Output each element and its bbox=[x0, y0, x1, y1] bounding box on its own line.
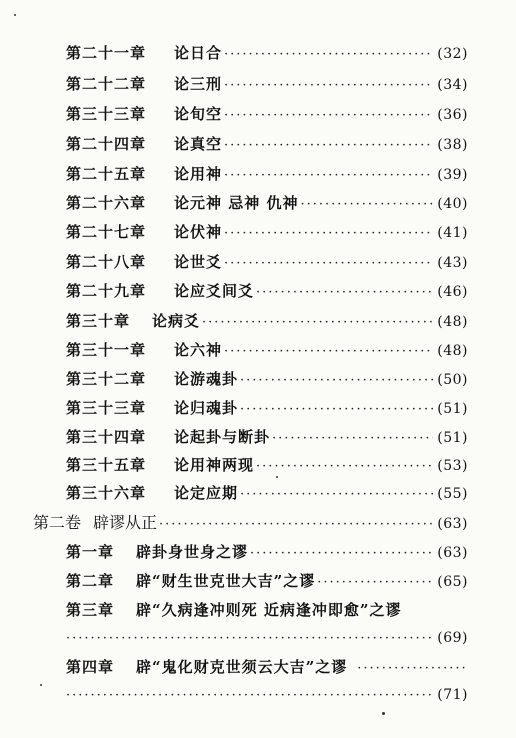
dot-leader bbox=[224, 341, 433, 363]
dot-leader bbox=[224, 105, 433, 127]
toc-entry[interactable] bbox=[66, 192, 468, 214]
chapter-title: 辟“久病逢冲则死 近病逢冲即愈”之谬 bbox=[136, 601, 402, 619]
dot-leader bbox=[224, 75, 433, 97]
chapter-number: 第三十一章 bbox=[66, 341, 147, 359]
chapter-title: 辟卦身世身之谬 bbox=[136, 543, 249, 561]
chapter-number: 第三十三章 bbox=[66, 105, 147, 123]
dot-leader bbox=[224, 165, 433, 187]
page-number: (71) bbox=[437, 687, 468, 703]
page-number: (63) bbox=[437, 545, 468, 561]
chapter-title: 论真空 bbox=[174, 135, 223, 153]
dot-leader bbox=[256, 282, 433, 304]
page-number: (69) bbox=[437, 630, 468, 646]
page-number: (36) bbox=[437, 107, 468, 123]
dot-leader bbox=[240, 399, 433, 421]
toc-entry[interactable] bbox=[66, 454, 468, 476]
chapter-number: 第三十四章 bbox=[66, 428, 147, 446]
chapter-number: 第三十二章 bbox=[66, 370, 147, 388]
chapter-title: 论世爻 bbox=[174, 253, 223, 271]
page-number: (53) bbox=[437, 458, 468, 474]
chapter-number: 第二十九章 bbox=[66, 282, 147, 300]
toc-entry[interactable] bbox=[66, 397, 468, 419]
chapter-title: 论元神 忌神 仇神 bbox=[174, 194, 299, 212]
dot-leader bbox=[256, 456, 433, 478]
chapter-number: 第二十五章 bbox=[66, 165, 147, 183]
toc-entry[interactable] bbox=[66, 541, 468, 563]
chapter-title: 论归魂卦 bbox=[174, 399, 239, 417]
page-number: (63) bbox=[437, 516, 468, 532]
page-number: (43) bbox=[437, 255, 468, 271]
dot-leader bbox=[224, 253, 433, 275]
part-label: 第二卷 bbox=[33, 513, 82, 532]
chapter-number: 第二十二章 bbox=[66, 75, 147, 93]
dot-leader bbox=[250, 543, 433, 565]
page-number: (40) bbox=[437, 196, 468, 212]
toc-entry[interactable] bbox=[66, 310, 468, 332]
dot-leader bbox=[240, 370, 433, 392]
toc-entry[interactable] bbox=[66, 280, 468, 302]
dot-leader bbox=[224, 223, 433, 245]
chapter-number: 第三章 bbox=[66, 601, 115, 619]
page-number: (50) bbox=[437, 372, 468, 388]
dot-leader bbox=[240, 484, 433, 506]
chapter-number: 第四章 bbox=[66, 658, 115, 676]
chapter-number: 第二十六章 bbox=[66, 194, 147, 212]
dot-leader bbox=[224, 135, 433, 157]
page-number: (32) bbox=[437, 46, 468, 62]
chapter-title: 论伏神 bbox=[174, 223, 223, 241]
scan-speck bbox=[40, 684, 42, 686]
toc-entry[interactable] bbox=[66, 339, 468, 361]
toc-entry[interactable] bbox=[66, 251, 468, 273]
dot-leader bbox=[300, 194, 433, 216]
page-number: (51) bbox=[437, 430, 468, 446]
toc-entry[interactable] bbox=[66, 73, 468, 95]
toc-entry-continuation[interactable] bbox=[66, 684, 468, 706]
dot-leader bbox=[272, 428, 433, 450]
chapter-number: 第三十六章 bbox=[66, 484, 147, 502]
chapter-title: 论病爻 bbox=[152, 312, 201, 330]
toc-part-heading[interactable] bbox=[33, 512, 468, 534]
toc-entry[interactable] bbox=[66, 656, 468, 678]
chapter-title: 论用神 bbox=[174, 165, 223, 183]
chapter-number: 第二十四章 bbox=[66, 135, 147, 153]
toc-entry[interactable] bbox=[66, 599, 468, 621]
chapter-number: 第二十一章 bbox=[66, 44, 147, 62]
page-number: (34) bbox=[437, 77, 468, 93]
toc-entry[interactable] bbox=[66, 221, 468, 243]
page-number: (41) bbox=[437, 225, 468, 241]
scan-speck bbox=[382, 712, 385, 715]
dot-leader bbox=[202, 312, 433, 334]
dot-leader bbox=[66, 685, 433, 707]
chapter-title: 论六神 bbox=[174, 341, 223, 359]
dot-leader bbox=[357, 658, 468, 680]
chapter-number: 第三十三章 bbox=[66, 399, 147, 417]
toc-entry-continuation[interactable] bbox=[66, 627, 468, 649]
chapter-number: 第二十七章 bbox=[66, 223, 147, 241]
page-number: (39) bbox=[437, 167, 468, 183]
toc-entry[interactable] bbox=[66, 368, 468, 390]
chapter-title: 辟“鬼化财克世须云大吉”之谬 bbox=[136, 658, 348, 676]
chapter-title: 论游魂卦 bbox=[174, 370, 239, 388]
chapter-number: 第二章 bbox=[66, 572, 115, 590]
page-number: (48) bbox=[437, 314, 468, 330]
page-number: (38) bbox=[437, 137, 468, 153]
chapter-number: 第三十章 bbox=[66, 312, 131, 330]
toc-entry[interactable] bbox=[66, 482, 468, 504]
chapter-title: 论用神两现 bbox=[174, 456, 255, 474]
chapter-title: 论日合 bbox=[174, 44, 223, 62]
dot-leader bbox=[159, 514, 433, 536]
scan-speck bbox=[276, 476, 278, 478]
dot-leader bbox=[224, 44, 433, 66]
toc-entry[interactable] bbox=[66, 163, 468, 185]
chapter-number: 第三十五章 bbox=[66, 456, 147, 474]
toc-entry[interactable] bbox=[66, 133, 468, 155]
toc-entry[interactable] bbox=[66, 42, 468, 64]
toc-entry[interactable] bbox=[66, 570, 468, 592]
chapter-title: 论应爻间爻 bbox=[174, 282, 255, 300]
page-number: (46) bbox=[437, 284, 468, 300]
chapter-title: 辟“财生世克世大吉”之谬 bbox=[136, 572, 316, 590]
dot-leader bbox=[66, 628, 433, 650]
chapter-number: 第二十八章 bbox=[66, 253, 147, 271]
page-number: (48) bbox=[437, 343, 468, 359]
chapter-title: 论三刑 bbox=[174, 75, 223, 93]
chapter-title: 论定应期 bbox=[174, 484, 239, 502]
dot-leader bbox=[317, 572, 433, 594]
chapter-title: 论起卦与断卦 bbox=[174, 428, 271, 446]
chapter-number: 第一章 bbox=[66, 543, 115, 561]
part-title: 辟谬从正 bbox=[93, 513, 158, 532]
chapter-title: 论旬空 bbox=[174, 105, 223, 123]
toc-entry[interactable] bbox=[66, 426, 468, 448]
page-number: (65) bbox=[437, 574, 468, 590]
page-number: (55) bbox=[437, 486, 468, 502]
toc-entry[interactable] bbox=[66, 103, 468, 125]
scan-speck bbox=[14, 14, 16, 16]
page-number: (51) bbox=[437, 401, 468, 417]
